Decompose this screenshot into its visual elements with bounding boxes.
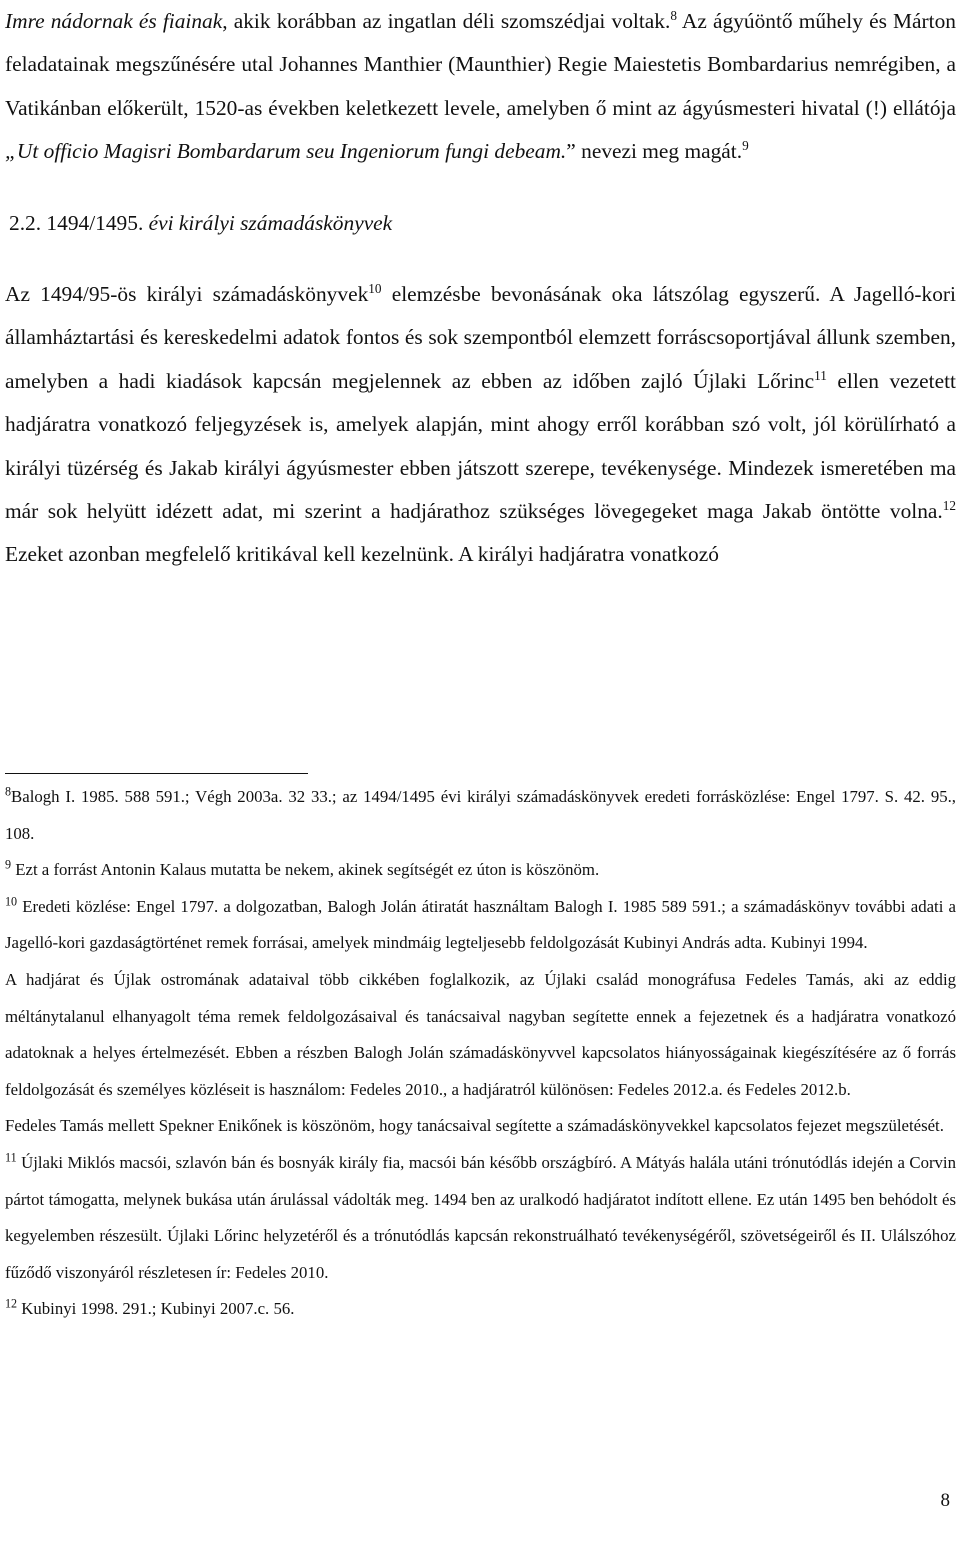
footnote-10-continued: A hadjárat és Újlak ostromának adataival több cikkében foglalkozik, az Újlaki család monográfusa Fedeles Tamás, aki az eddig méltánytalanul elhanyagolt téma remek feldolgozásaival és tanácsaival nagyban segítette ennek a fejezetnek és a hadjáratra vonatkozó adatoknak a helyes értelmezését. Ebben a részben Balogh Jolán számadáskönyvvel kapcsolatos hiányosságainak kiegészítésére az ő forrás feldolgozását és személyes közléseit is használom: Fedeles 2010., a hadjáratról különösen: Fedeles 2012.a. és Fedeles 2012.b. <box>5 969 956 1099</box>
text-run: ” nevezi meg magát. <box>566 139 743 164</box>
paragraph <box>5 273 956 577</box>
document-page <box>5 0 956 1545</box>
footnote-number: 9 <box>5 857 12 872</box>
italic-phrase: Imre nádornak és fiainak <box>5 9 223 33</box>
text-run: ellen vezetett hadjáratra vonatkozó feljegyzések is, amelyek alapján, mint ahogy erről korábban szó volt, jól körülírható a királyi tüzérség és Jakab királyi ágyúsmester ebben játszott szerepe, tevékenysége. Mindezek ismeretében ma már sok helyütt idézett adat, mi szerint a hadjárathoz szükséges lövegegeket maga Jakab öntötte volna. <box>5 368 956 524</box>
footnote-8 <box>5 779 956 852</box>
footnote-10-acknowledgement: Fedeles Tamás mellett Spekner Enikőnek is köszönöm, hogy tanácsaival segítette a számadáskönyvekkel kapcsolatos fejezet megszületését. <box>5 1116 944 1136</box>
footnote-ref-9[interactable]: 9 <box>742 138 749 154</box>
footnote-number: 8 <box>5 784 12 799</box>
footnote-number: 12 <box>5 1296 18 1311</box>
footnote-number: 11 <box>5 1150 17 1165</box>
section-number: 2.2. 1494/1495. <box>9 210 144 235</box>
footnote-separator <box>5 773 308 774</box>
footnote-11 <box>5 1145 956 1291</box>
footnote-number: 10 <box>5 894 18 909</box>
footnote-text: Eredeti közlése: Engel 1797. a dolgozatban, Balogh Jolán átiratát használtam Balogh I. 1985 589 591.; a számadáskönyv további adati a Jagelló-kori gazdaságtörténet remek forrásai, amelyek mindmáig legteljesebb feldolgozását Kubinyi András adta. Kubinyi 1994. <box>5 896 956 953</box>
section-heading <box>5 202 956 245</box>
footnote-text: Kubinyi 1998. 291.; Kubinyi 2007.c. 56. <box>17 1299 295 1319</box>
page-number: 8 <box>940 1490 950 1511</box>
footnote-10 <box>5 889 956 962</box>
footnote-text: Ezt a forrást Antonin Kalaus mutatta be nekem, akinek segítségét ez úton is köszönöm. <box>11 860 600 880</box>
text-run: Az ágyúöntő műhely és Márton feladatainak megszűnésére utal Johannes Manthier (Maunthier) Regie Maiestetis Bombardarius nemrégiben, a Vatikánban előkerült, 1520-as években keletkezett levele, amelyben ő mint az ágyúsmesteri hivatal (!) ellátója <box>5 9 957 120</box>
text-run: elemzésbe bevonásának oka látszólag egyszerű. A Jagelló-kori államháztartási és kereskedelmi adatok fontos és sok szempontból elemzett forráscsoportjával állunk szemben, amelyben a hadi kiadások kapcsán megjelennek az ebben az időben zajló Újlaki Lőrinc <box>5 282 956 393</box>
footnote-ref-11[interactable]: 11 <box>814 367 827 383</box>
footnote-9 <box>5 852 956 889</box>
section-title: évi királyi számadáskönyvek <box>143 210 393 235</box>
footnote-ref-12[interactable]: 12 <box>942 497 956 513</box>
text-run: , akik korábban az ingatlan déli szomszédjai voltak. <box>222 9 671 33</box>
footnote-ref-8[interactable]: 8 <box>670 7 677 23</box>
footnote-12 <box>5 1291 956 1328</box>
main-text <box>5 0 956 577</box>
footnote-ref-10[interactable]: 10 <box>368 280 382 296</box>
footnote-text: Balogh I. 1985. 588 591.; Végh 2003a. 32 33.; az 1494/1495 évi királyi számadáskönyvek eredeti forrásközlése: Engel 1797. S. 42. 95., 108. <box>5 787 956 843</box>
footnotes <box>5 779 956 1328</box>
latin-quote: „Ut officio Magisri Bombardarum seu Ingeniorum fungi debeam. <box>5 139 567 164</box>
text-run: Ezeket azonban megfelelő kritikával kell kezelnünk. A királyi hadjáratra vonatkozó <box>5 542 719 567</box>
footnote-text: Újlaki Miklós macsói, szlavón bán és bosnyák király fia, macsói bán később országbíró. A Mátyás halála utáni trónutódlás idején a Corvin pártot támogatta, melynek bukása után árulással vádolták meg. 1494 ben az uralkodó hadjáratot indított ellene. Ez után 1495 ben behódolt és kegyelemben részesült. Újlaki Lőrinc helyzetéről és a trónutódlás kapcsán rekonstruálható tevékenységéről, szövetségeiről és II. Ulálszóhoz fűződő viszonyáról részletesen ír: Fedeles 2010. <box>5 1152 956 1282</box>
text-run: Az 1494/95-ös királyi számadáskönyvek <box>5 282 369 307</box>
paragraph-continued <box>5 0 956 174</box>
